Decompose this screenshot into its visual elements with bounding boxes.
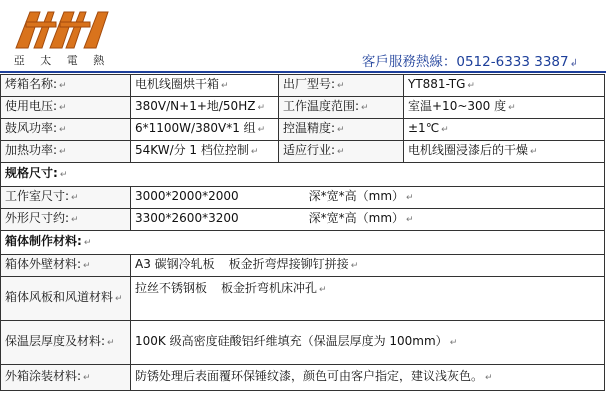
spec-value: 防锈处理后表面覆环保锤纹漆，颜色可由客户指定，建议浅灰色。 ↵ bbox=[131, 365, 605, 391]
section-row bbox=[1, 231, 605, 255]
spec-label: 加热功率: ↵ bbox=[1, 141, 131, 163]
spec-label: 出厂型号: ↵ bbox=[279, 75, 404, 97]
spec-value: 54KW/分 1 档位控制 ↵ bbox=[131, 141, 279, 163]
spec-label: 鼓风功率: ↵ bbox=[1, 119, 131, 141]
spec-value: 100K 级高密度硅酸铝纤维填充（保温层厚度为 100mm） ↵ bbox=[131, 321, 605, 365]
header-divider bbox=[0, 71, 606, 73]
spec-label: 箱体外壁材料: ↵ bbox=[1, 255, 131, 277]
logo-mark-icon bbox=[14, 8, 110, 50]
hotline-text: 客戶服務熱線：0512-6333 3387 bbox=[361, 54, 569, 70]
return-mark: ↲ bbox=[569, 58, 578, 69]
spec-label: 适应行业: ↵ bbox=[279, 141, 404, 163]
section-heading-material: 箱体制作材料: ↵ bbox=[1, 231, 605, 255]
table-row bbox=[1, 365, 605, 391]
spec-label: 箱体风板和风道材料 ↵ bbox=[1, 277, 131, 321]
spec-table bbox=[0, 74, 605, 391]
spec-label: 外箱涂装材料: ↵ bbox=[1, 365, 131, 391]
table-row bbox=[1, 97, 605, 119]
spec-value: YT881-TG ↵ bbox=[404, 75, 605, 97]
section-row bbox=[1, 163, 605, 187]
logo-text: 亞 太 電 熱 bbox=[13, 54, 111, 67]
spec-label: 使用电压: ↵ bbox=[1, 97, 131, 119]
spec-value: 电机线圈浸漆后的干燥 ↵ bbox=[404, 141, 605, 163]
company-logo bbox=[10, 8, 114, 68]
spec-label: 保温层厚度及材料: ↵ bbox=[1, 321, 131, 365]
spec-value: 电机线圈烘干箱 ↵ bbox=[131, 75, 279, 97]
spec-label: 外形尺寸约: ↵ bbox=[1, 209, 131, 231]
table-row bbox=[1, 209, 605, 231]
page-header bbox=[0, 0, 606, 74]
spec-value: ±1℃ ↵ bbox=[404, 119, 605, 141]
table-row bbox=[1, 141, 605, 163]
spec-label: 控温精度: ↵ bbox=[279, 119, 404, 141]
spec-value: A3 碳钢冷轧板 板金折弯焊接铆钉拼接 ↵ bbox=[131, 255, 605, 277]
spec-label: 工作温度范围: ↵ bbox=[279, 97, 404, 119]
table-row bbox=[1, 187, 605, 209]
spec-value: 拉丝不锈钢板 板金折弯机床冲孔 ↵ bbox=[131, 277, 605, 321]
section-heading-size: 规格尺寸: ↵ bbox=[1, 163, 605, 187]
table-row bbox=[1, 321, 605, 365]
spec-value: 3300*2600*3200 深*宽*高（mm） ↵ bbox=[131, 209, 605, 231]
spec-value: 6*1100W/380V*1 组 ↵ bbox=[131, 119, 279, 141]
spec-label: 烤箱名称: ↵ bbox=[1, 75, 131, 97]
spec-value: 室温+10~300 度 ↵ bbox=[404, 97, 605, 119]
service-hotline bbox=[362, 50, 578, 70]
spec-label: 工作室尺寸: ↵ bbox=[1, 187, 131, 209]
table-row bbox=[1, 277, 605, 321]
spec-value: 3000*2000*2000 深*宽*高（mm） ↵ bbox=[131, 187, 605, 209]
table-row bbox=[1, 75, 605, 97]
table-row bbox=[1, 255, 605, 277]
spec-value: 380V/N+1+地/50HZ ↵ bbox=[131, 97, 279, 119]
table-row bbox=[1, 119, 605, 141]
